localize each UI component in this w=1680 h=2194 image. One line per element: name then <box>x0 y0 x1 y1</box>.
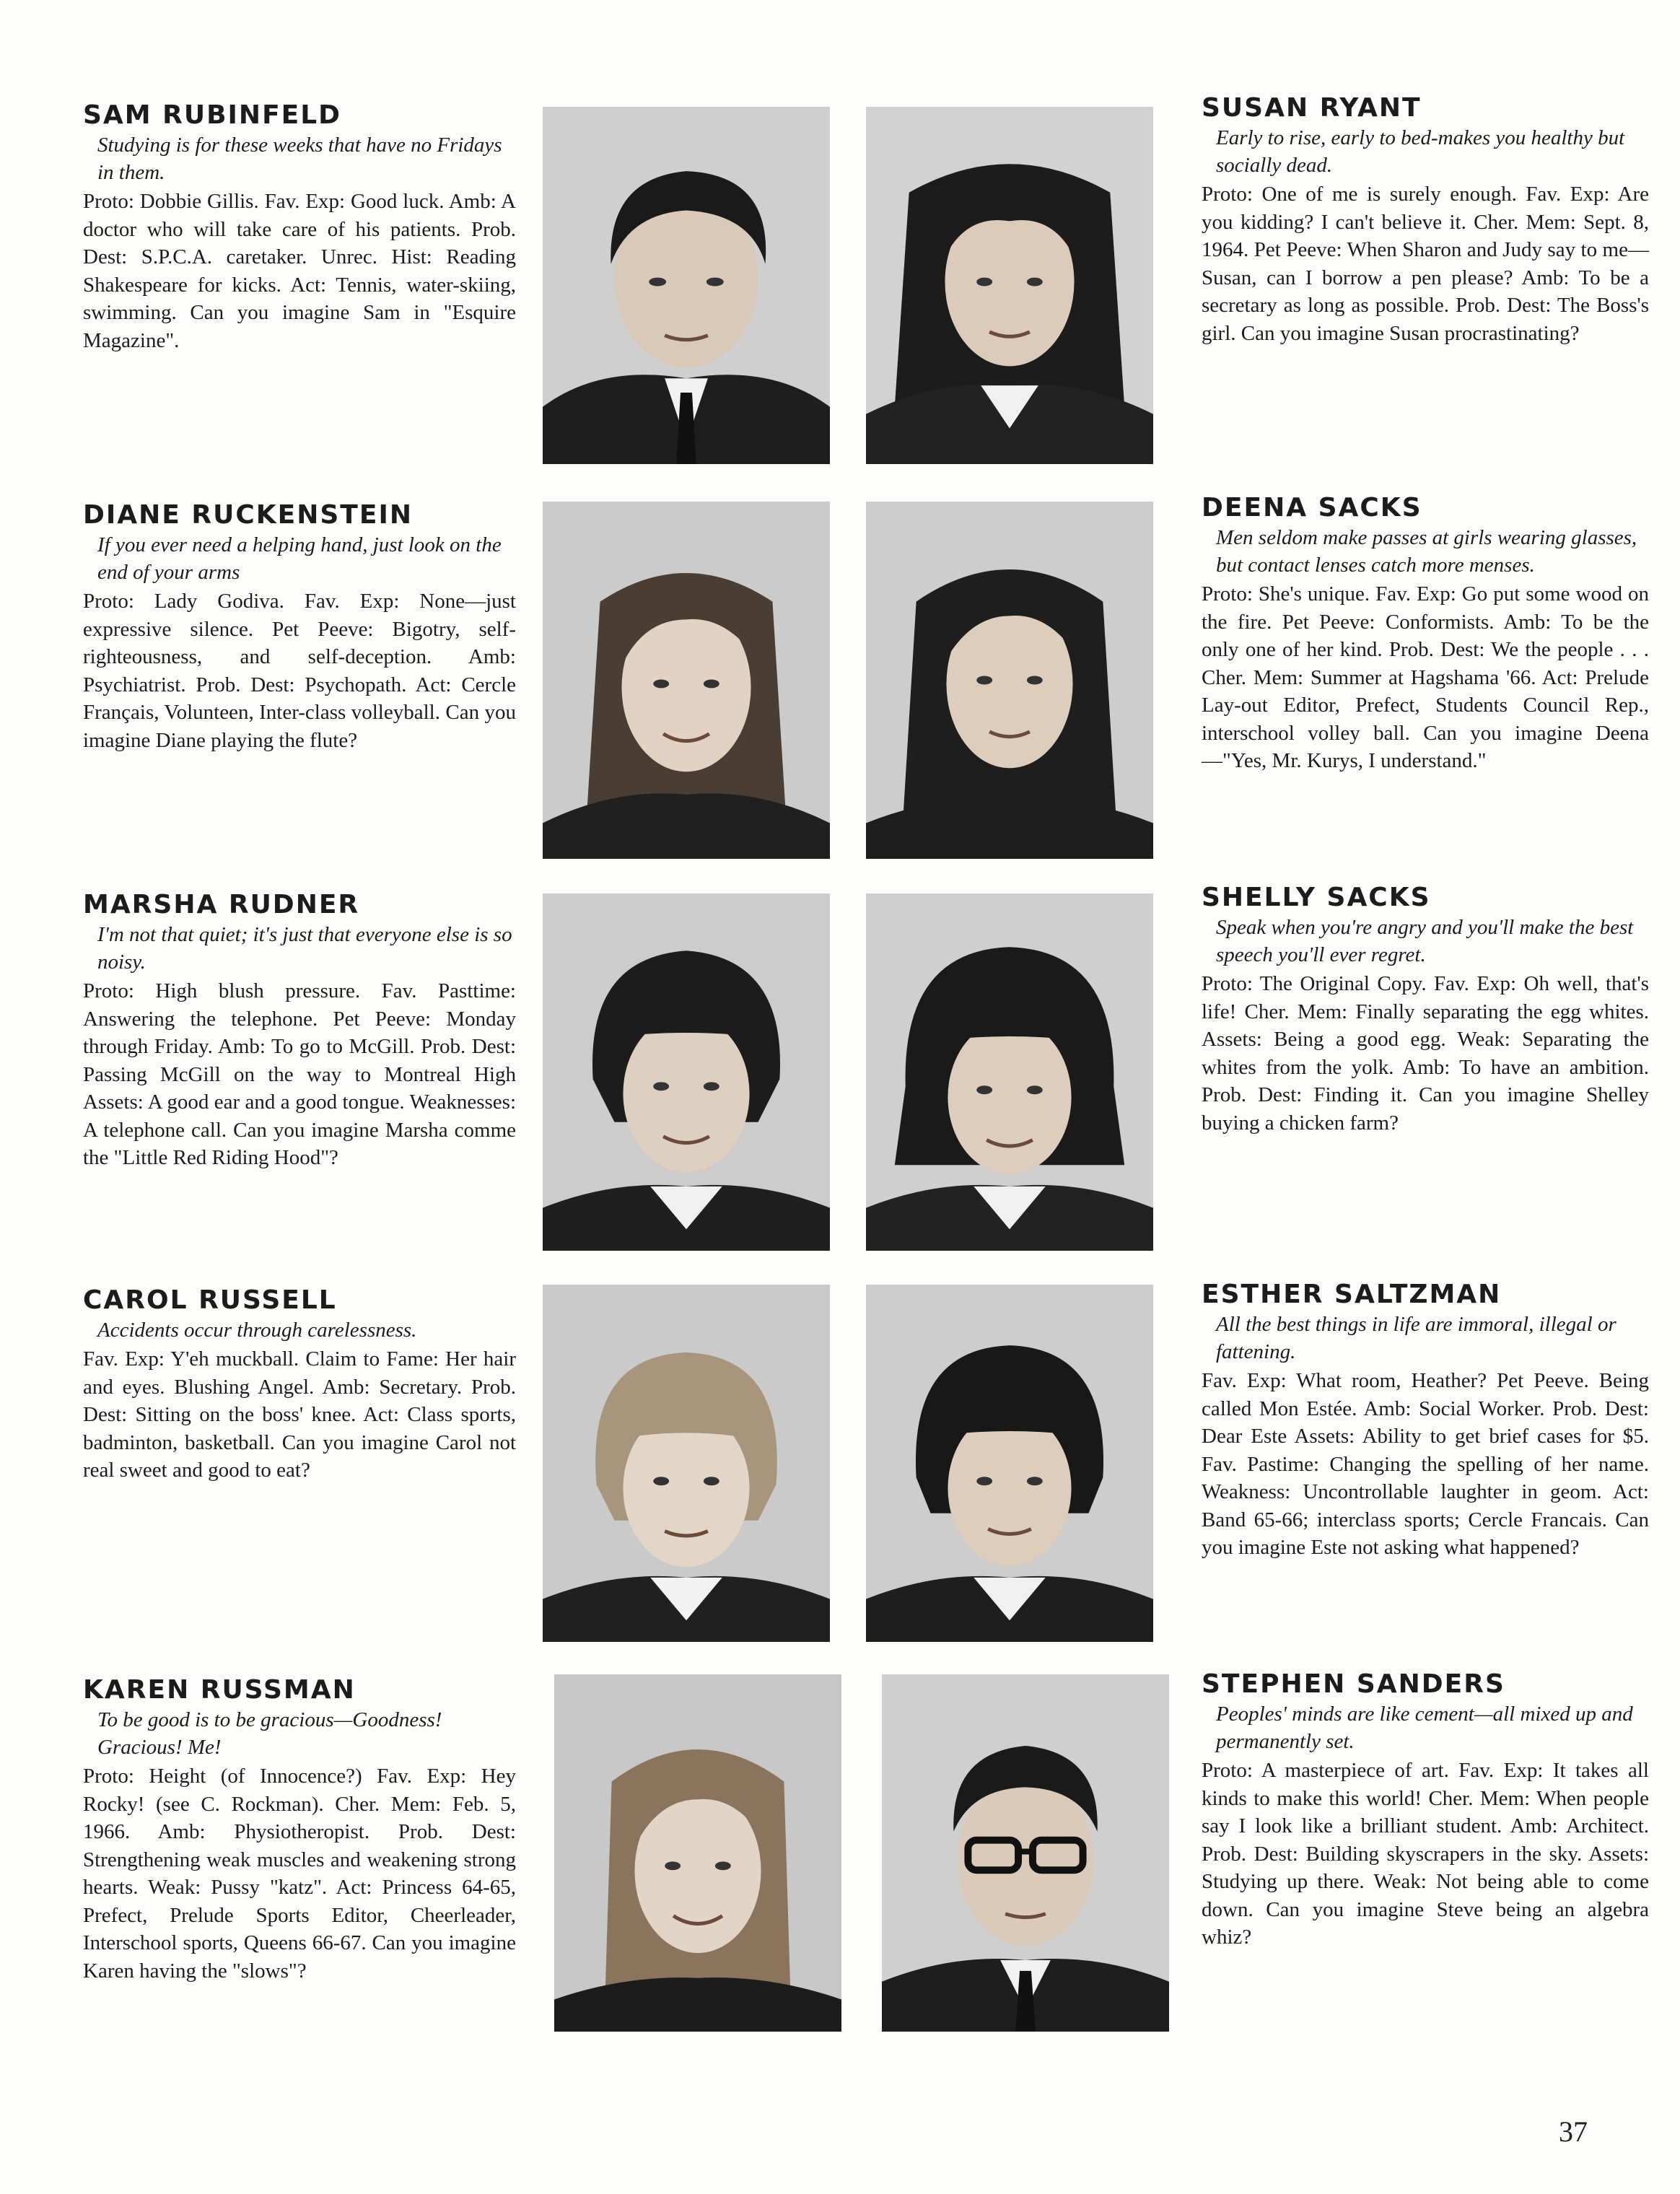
student-bio: Proto: One of me is surely enough. Fav. Exp: Are you kidding? I can't believe it. Cher. Mem: Sept. 8, 1964. Pet Peeve: When Sharon and Judy say to me—Susan, can I borrow a pen please? Amb: To be a secretary as long as possible. Prob. Dest: The Boss's girl. Can you imagine Susan procrastinating? <box>1202 183 1649 345</box>
portrait-photo-stephen-sanders <box>882 1674 1169 2032</box>
student-bio: Proto: Lady Godiva. Fav. Exp: None—just expressive silence. Pet Peeve: Bigotry, self-righteousness, and self-deception. Amb: Psychiatrist. Prob. Dest: Psychopath. Act: Cercle Français, Volunteen, Inter-class volleyball. Can you imagine Diane playing the flute? <box>83 590 516 752</box>
student-quote: Peoples' minds are like cement—all mixed up and permanently set. <box>1216 1703 1633 1753</box>
student-bio: Proto: A masterpiece of art. Fav. Exp: It takes all kinds to make this world! Cher. Mem: When people say I look like a brilliant student. Amb: Architect. Prob. Dest: Building skyscrapers in the sky. Assets: Studying up there. Weak: Not being able to come down. Can you imagine Steve being an algebra whiz? <box>1202 1759 1649 1949</box>
portrait-photo-susan-ryant <box>866 107 1153 464</box>
student-name: KAREN RUSSMAN <box>83 1675 356 1705</box>
student-bio: Fav. Exp: Y'eh muckball. Claim to Fame: Her hair and eyes. Blushing Angel. Amb: Secretary. Prob. Dest: Sitting on the boss' knee. Act: Class sports, badminton, basketball. Can you imagine Carol not real sweet and good to eat? <box>83 1347 516 1482</box>
entry-sam-rubinfeld <box>83 100 516 354</box>
student-name: MARSHA RUDNER <box>83 890 360 919</box>
portrait-photo-sam-rubinfeld <box>543 107 830 464</box>
student-name: SHELLY SACKS <box>1202 883 1431 912</box>
student-name: STEPHEN SANDERS <box>1202 1669 1505 1699</box>
entry-susan-ryant <box>1202 92 1649 347</box>
portrait-photo-esther-saltzman <box>866 1285 1153 1642</box>
student-name: DIANE RUCKENSTEIN <box>83 500 413 530</box>
student-bio: Proto: Height (of Innocence?) Fav. Exp: Hey Rocky! (see C. Rockman). Cher. Mem: Feb. 5, 1966. Amb: Physiotheropist. Prob. Dest: Strengthening weak muscles and weakening strong hearts. Weak: Pussy "katz". Act: Princess 64-65, Prefect, Prelude Sports Editor, Cheerleader, Interschool sports, Queens 66-67. Can you imagine Karen having the "slows"? <box>83 1765 516 1983</box>
portrait-photo-karen-russman <box>554 1674 841 2032</box>
student-quote: To be good is to be gracious—Goodness! Gracious! Me! <box>97 1708 442 1759</box>
portrait-photo-marsha-rudner <box>543 893 830 1251</box>
student-bio: Proto: Dobbie Gillis. Fav. Exp: Good luck. Amb: A doctor who will take care of his patients. Prob. Dest: S.P.C.A. caretaker. Unrec. Hist: Reading Shakespeare for kicks. Act: Tennis, water-skiing, swimming. Can you imagine Sam in "Esquire Magazine". <box>83 190 516 352</box>
entry-carol-russell <box>83 1285 516 1485</box>
page-number: 37 <box>1559 2115 1588 2148</box>
entry-shelly-sacks <box>1202 882 1649 1137</box>
entry-karen-russman <box>83 1674 516 1985</box>
portrait-photo-deena-sacks <box>866 502 1153 859</box>
student-name: SUSAN RYANT <box>1202 93 1422 123</box>
entry-stephen-sanders <box>1202 1669 1649 1952</box>
student-quote: I'm not that quiet; it's just that everyone else is so noisy. <box>97 923 512 974</box>
student-quote: Speak when you're angry and you'll make the best speech you'll ever regret. <box>1216 916 1634 966</box>
entry-diane-ruckenstein <box>83 499 516 754</box>
student-quote: Early to rise, early to bed-makes you healthy but socially dead. <box>1216 126 1625 177</box>
portrait-photo-shelly-sacks <box>866 893 1153 1251</box>
student-name: CAROL RUSSELL <box>83 1285 337 1315</box>
student-quote: If you ever need a helping hand, just look on the end of your arms <box>97 533 502 584</box>
student-bio: Fav. Exp: What room, Heather? Pet Peeve. Being called Mon Estée. Amb: Social Worker. Prob. Dest: Dear Este Assets: Ability to get brief cases for $5. Fav. Pastime: Changing the spelling of her name. Weakness: Uncontrollable laughter in geom. Act: Band 65-66; interclass sports; Cercle Francais. Can you imagine Este not asking what happened? <box>1202 1369 1649 1559</box>
student-name: DEENA SACKS <box>1202 493 1422 523</box>
student-bio: Proto: High blush pressure. Fav. Pasttime: Answering the telephone. Pet Peeve: Monday through Friday. Amb: To go to McGill. Prob. Dest: Passing McGill on the way to Montreal High Assets: A good ear and a good tongue. Weaknesses: A telephone call. Can you imagine Marsha comme the "Little Red Riding Hood"? <box>83 979 516 1169</box>
entry-marsha-rudner <box>83 889 516 1172</box>
student-bio: Proto: She's unique. Fav. Exp: Go put some wood on the fire. Pet Peeve: Conformists. Amb: To be the only one of her kind. Prob. Dest: We the people . . . Cher. Mem: Summer at Hagshama '66. Act: Prelude Lay-out Editor, Prefect, Students Council Rep., interschool volley ball. Can you imagine Deena—"Yes, Mr. Kurys, I understand." <box>1202 582 1649 772</box>
student-name: ESTHER SALTZMAN <box>1202 1280 1502 1309</box>
student-quote: Studying is for these weeks that have no Fridays in them. <box>97 134 502 184</box>
student-name: SAM RUBINFELD <box>83 100 342 130</box>
student-bio: Proto: The Original Copy. Fav. Exp: Oh well, that's life! Cher. Mem: Finally separating the egg whites. Assets: Being a good egg. Weak: Separating the whites from the yolk. Amb: To have an ambition. Prob. Dest: Finding it. Can you imagine Shelley buying a chicken farm? <box>1202 972 1649 1135</box>
student-quote: Accidents occur through carelessness. <box>97 1319 417 1342</box>
student-quote: All the best things in life are immoral, illegal or fattening. <box>1216 1313 1616 1363</box>
entry-deena-sacks <box>1202 492 1649 775</box>
entry-esther-saltzman <box>1202 1279 1649 1562</box>
student-quote: Men seldom make passes at girls wearing glasses, but contact lenses catch more menses. <box>1216 526 1637 577</box>
portrait-photo-carol-russell <box>543 1285 830 1642</box>
portrait-photo-diane-ruckenstein <box>543 502 830 859</box>
